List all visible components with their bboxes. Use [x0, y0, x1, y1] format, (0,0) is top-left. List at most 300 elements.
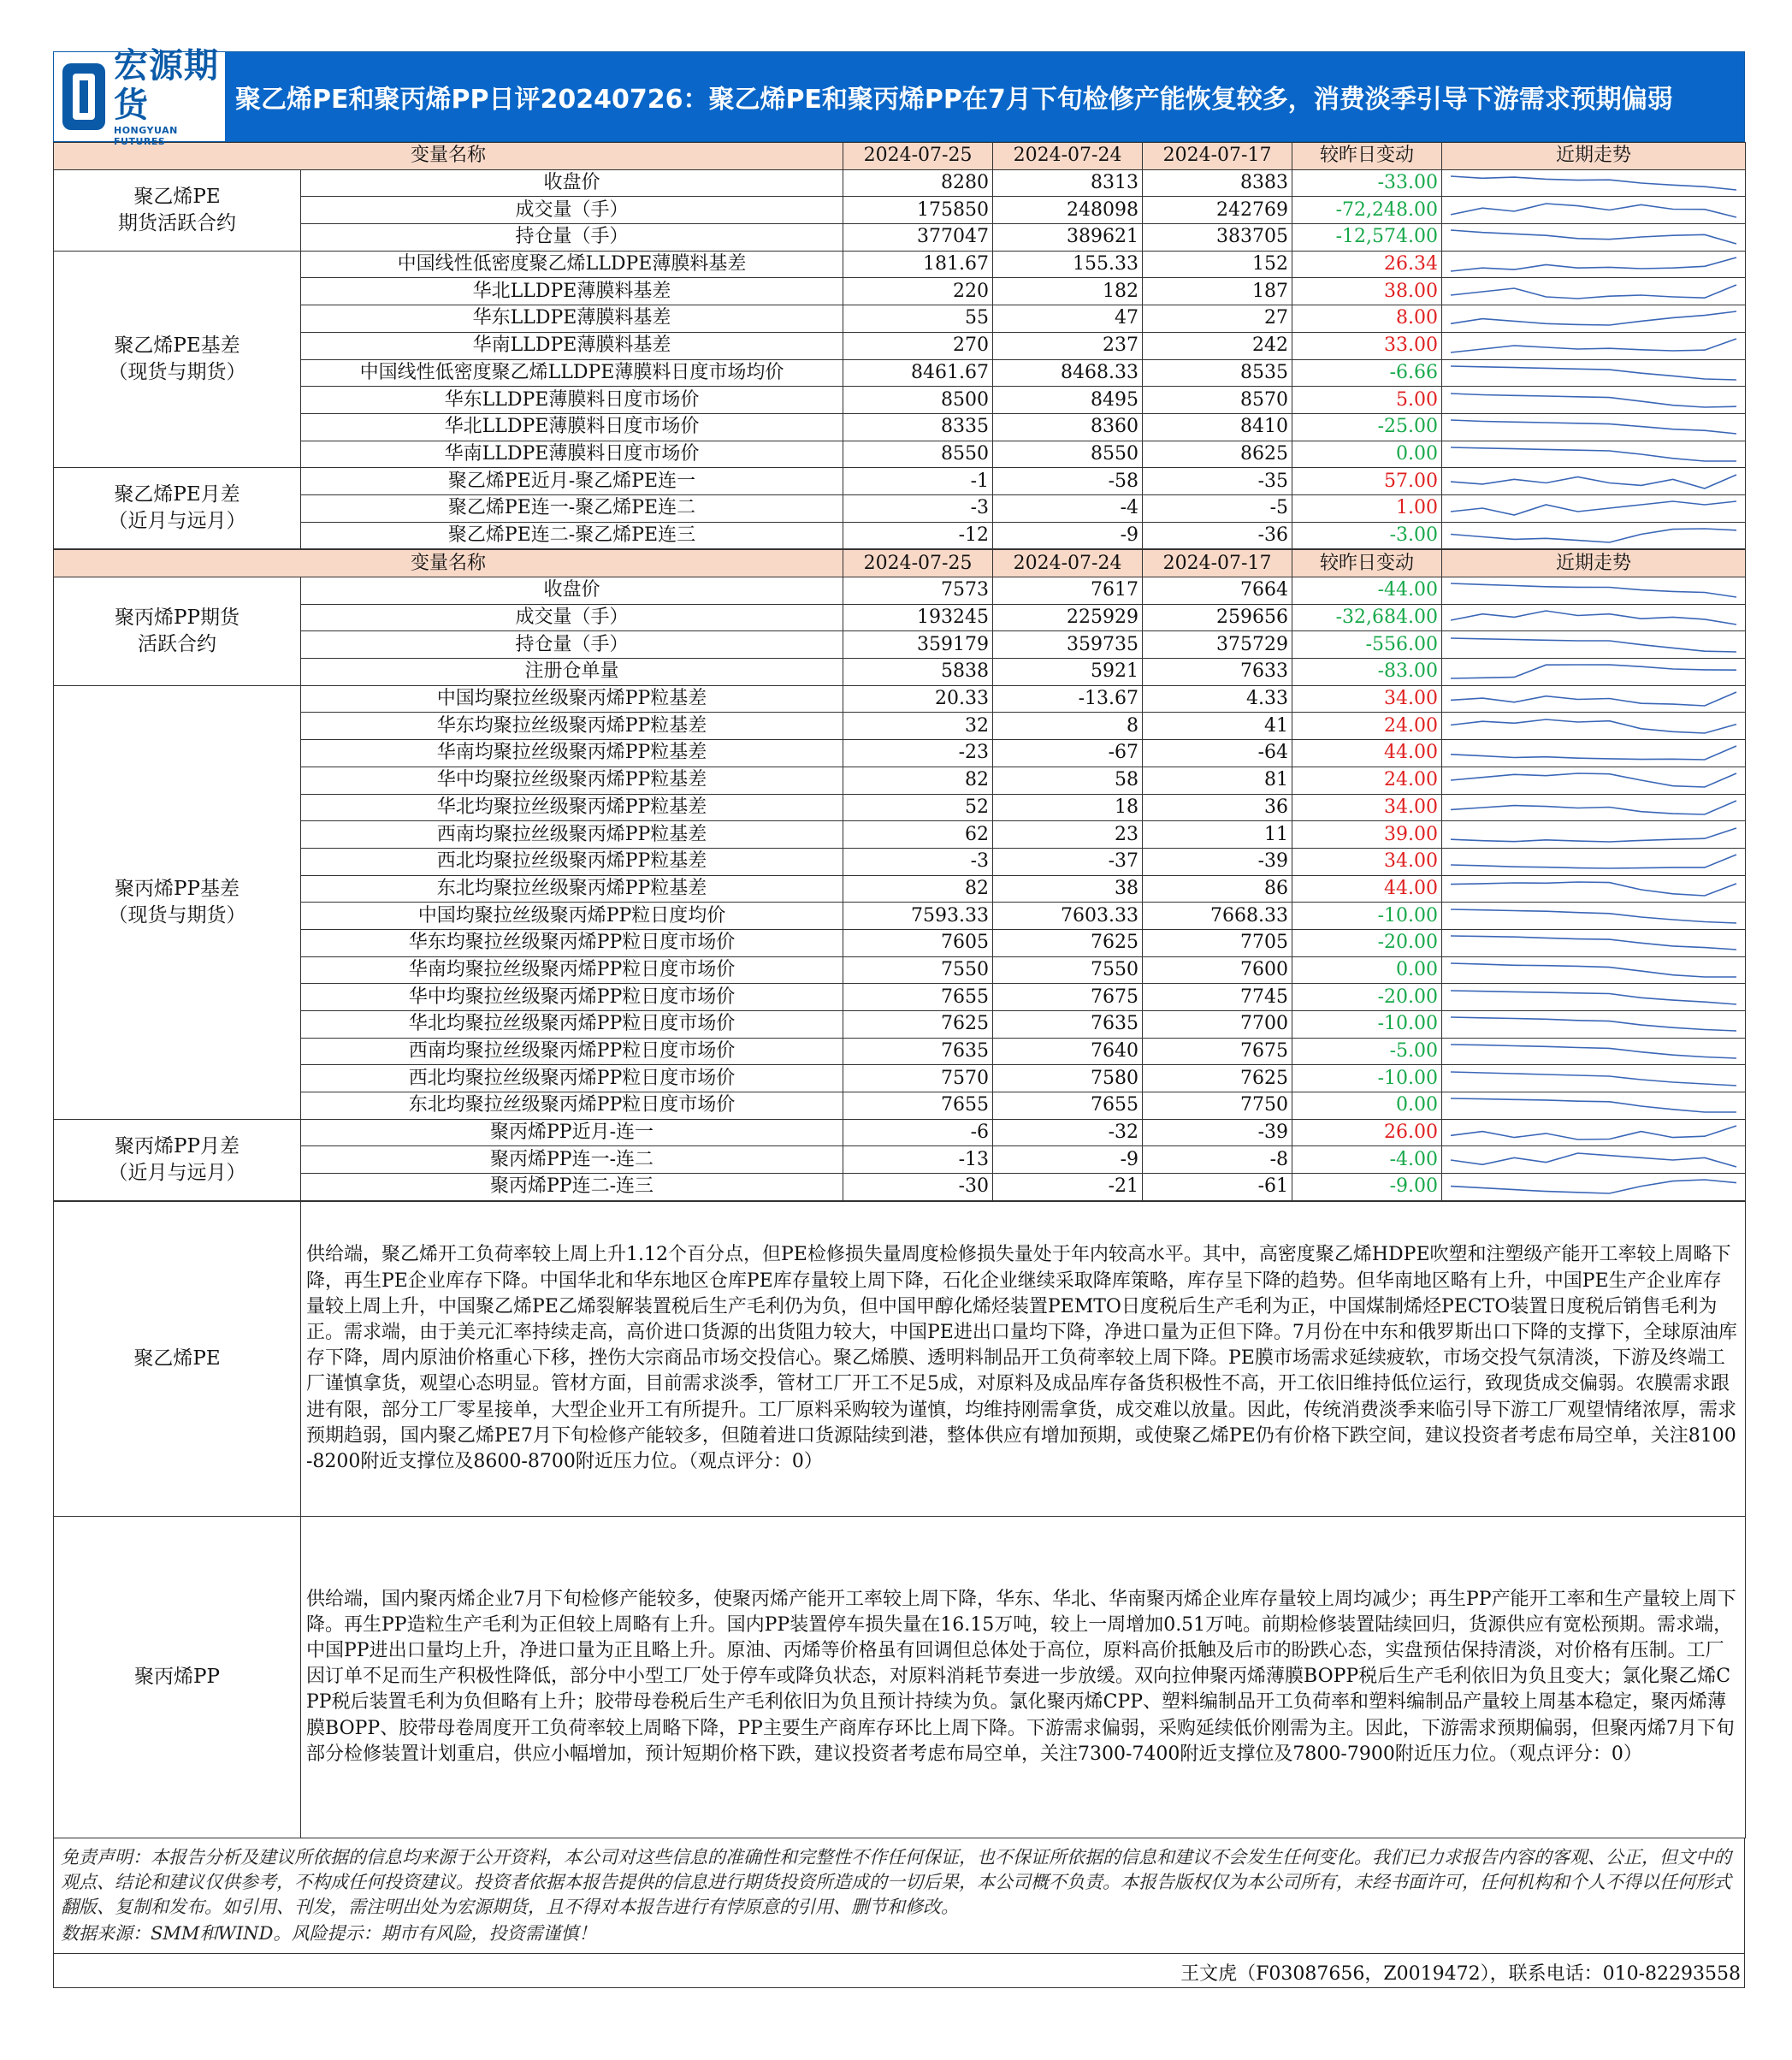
header-change: 较昨日变动	[1292, 550, 1442, 577]
table-row	[54, 984, 1746, 1011]
variable-name: 持仓量（手）	[301, 224, 843, 252]
table-row	[54, 332, 1746, 359]
value-d1: 7550	[843, 956, 993, 984]
table-row	[54, 903, 1746, 930]
table-row	[54, 604, 1746, 631]
report-header	[53, 46, 1745, 147]
trend-cell	[1442, 875, 1746, 903]
trend-cell	[1442, 305, 1746, 333]
value-d3: 8383	[1143, 169, 1292, 197]
trend-cell	[1442, 577, 1746, 605]
value-d2: 155.33	[993, 251, 1143, 278]
value-d2: 7635	[993, 1011, 1143, 1039]
trend-cell	[1442, 956, 1746, 984]
value-d1: 32	[843, 713, 993, 740]
change-value: -10.00	[1292, 1011, 1442, 1039]
group-label-line: 聚乙烯PE月差	[114, 483, 240, 506]
group-label-line: （现货与期货）	[108, 361, 246, 383]
sparkline-path	[1451, 311, 1736, 325]
variable-name: 西南均聚拉丝级聚丙烯PP粒日度市场价	[301, 1038, 843, 1065]
value-d2: 23	[993, 821, 1143, 849]
table-row	[54, 1146, 1746, 1174]
table-row	[54, 956, 1746, 984]
sparkline-path	[1451, 366, 1736, 380]
sparkline-path	[1451, 692, 1736, 706]
pp-data-table	[53, 549, 1746, 1201]
variable-name: 中国线性低密度聚乙烯LLDPE薄膜料日度市场均价	[301, 359, 843, 387]
value-d2: 7675	[993, 984, 1143, 1011]
sparkline-path	[1451, 176, 1736, 190]
value-d3: 7705	[1143, 929, 1292, 956]
trend-cell	[1442, 604, 1746, 631]
sparkline-path	[1451, 230, 1736, 244]
sparkline-path	[1451, 963, 1736, 977]
table-row	[54, 659, 1746, 686]
variable-name: 华东均聚拉丝级聚丙烯PP粒基差	[301, 713, 843, 740]
value-d3: 7664	[1143, 577, 1292, 605]
variable-name: 华北LLDPE薄膜料基差	[301, 278, 843, 305]
table-row	[54, 713, 1746, 740]
sparkline-path	[1451, 746, 1736, 760]
trend-cell	[1442, 224, 1746, 252]
trend-cell	[1442, 1119, 1746, 1146]
value-d1: 62	[843, 821, 993, 849]
sparkline-path	[1451, 204, 1736, 217]
group-label-line: （现货与期货）	[108, 903, 246, 926]
value-d2: 47	[993, 305, 1143, 333]
value-d2: 237	[993, 332, 1143, 359]
table-row	[54, 468, 1746, 495]
trend-cell	[1442, 1092, 1746, 1120]
change-value: 34.00	[1292, 794, 1442, 821]
value-d3: 7633	[1143, 659, 1292, 686]
header-d1: 2024-07-25	[843, 143, 993, 170]
sparkline-chart	[1447, 715, 1740, 737]
group-label-line: 期货活跃合约	[118, 211, 236, 234]
change-value: -556.00	[1292, 631, 1442, 659]
trend-cell	[1442, 659, 1746, 686]
disclaimer-block	[53, 1838, 1745, 1954]
value-d2: 389621	[993, 224, 1143, 252]
change-value: 44.00	[1292, 875, 1442, 903]
variable-name: 成交量（手）	[301, 604, 843, 631]
company-logo	[54, 46, 225, 147]
value-d1: 7570	[843, 1065, 993, 1092]
header-d2: 2024-07-24	[993, 550, 1143, 577]
sparkline-chart	[1447, 226, 1740, 248]
value-d1: 193245	[843, 604, 993, 631]
trend-cell	[1442, 984, 1746, 1011]
sparkline-path	[1451, 801, 1736, 814]
logo-mark-icon	[61, 58, 107, 135]
trend-cell	[1442, 1065, 1746, 1092]
sparkline-path	[1451, 773, 1736, 787]
value-d2: 8	[993, 713, 1143, 740]
value-d1: 8550	[843, 441, 993, 468]
variable-name: 西南均聚拉丝级聚丙烯PP粒基差	[301, 821, 843, 849]
sparkline-chart	[1447, 1149, 1740, 1171]
value-d2: 8313	[993, 169, 1143, 197]
value-d1: -12	[843, 522, 993, 549]
variable-name: 注册仓单量	[301, 659, 843, 686]
group-label-line: 聚丙烯PP月差	[115, 1134, 240, 1157]
change-value: -83.00	[1292, 659, 1442, 686]
sparkline-chart	[1447, 742, 1740, 764]
trend-cell	[1442, 387, 1746, 414]
sparkline-path	[1451, 1072, 1736, 1086]
value-d1: 8280	[843, 169, 993, 197]
sparkline-chart	[1447, 796, 1740, 819]
change-value: -4.00	[1292, 1146, 1442, 1174]
commentary-row-pp	[54, 1516, 1746, 1838]
trend-cell	[1442, 413, 1746, 441]
sparkline-path	[1451, 1017, 1736, 1031]
sparkline-path	[1451, 855, 1736, 868]
change-value: -33.00	[1292, 169, 1442, 197]
sparkline-chart	[1447, 850, 1740, 873]
value-d2: -4	[993, 494, 1143, 522]
change-value: 1.00	[1292, 494, 1442, 522]
header-trend: 近期走势	[1442, 550, 1746, 577]
sparkline-chart	[1447, 334, 1740, 357]
value-d1: 7625	[843, 1011, 993, 1039]
variable-name: 聚乙烯PE连一-聚乙烯PE连二	[301, 494, 843, 522]
pe-data-table	[53, 142, 1746, 549]
sparkline-chart	[1447, 389, 1740, 411]
table-row	[54, 848, 1746, 875]
value-d2: 8360	[993, 413, 1143, 441]
table-row	[54, 929, 1746, 956]
header-variable: 变量名称	[54, 550, 843, 577]
value-d1: 359179	[843, 631, 993, 659]
variable-name: 持仓量（手）	[301, 631, 843, 659]
value-d1: -6	[843, 1119, 993, 1146]
commentary-table	[53, 1201, 1746, 1838]
value-d3: 375729	[1143, 631, 1292, 659]
trend-cell	[1442, 1174, 1746, 1201]
sparkline-chart	[1447, 199, 1740, 222]
change-value: 57.00	[1292, 468, 1442, 495]
commentary-text-pp: 供给端，国内聚丙烯企业7月下旬检修产能较多，使聚丙烯产能开工率较上周下降，华东、华北、华南聚丙烯企业库存量较上周均减少；再生PP产能开工率和生产量较上周下降。再生PP造粒生产毛利为正但较上周略有上升。国内PP装置停车损失量在16.15万吨，较上一周增加0.51万吨。前期检修装置陆续回归，货源供应有宽松预期。需求端，中国PP进出口量均上升，净进口量为正且略上升。原油、丙烯等价格虽有回调但总体处于高位，原料高价抵触及后市的盼跌心态，实盘预估保持清淡，对价格有压制。工厂因订单不足而生产积极性降低，部分中小型工厂处于停车或降负状态，对原料消耗节奏进一步放缓。双向拉伸聚丙烯薄膜BOPP税后生产毛利依旧为负且变大；氯化聚乙烯CPP税后装置毛利为负但略有上升；胶带母卷税后生产毛利依旧为负且预计持续为负。氯化聚丙烯CPP、塑料编制品开工负荷率和塑料编制品产量较上周基本稳定，聚丙烯薄膜BOPP、胶带母卷周度开工负荷率较上周略下降，PP主要生产商库存环比上周下降。下游需求偏弱，采购延续低价刚需为主。因此，下游需求预期偏弱，但聚丙烯7月下旬部分检修装置计划重启，供应小幅增加，预计短期价格下跌，建议投资者考虑布局空单，关注7300-7400附近支撑位及7800-7900附近压力位。（观点评分：0）	[301, 1516, 1746, 1838]
sparkline-path	[1451, 936, 1736, 950]
trend-cell	[1442, 794, 1746, 821]
table-row	[54, 387, 1746, 414]
value-d3: 152	[1143, 251, 1292, 278]
sparkline-chart	[1447, 1094, 1740, 1116]
value-d2: 7617	[993, 577, 1143, 605]
value-d1: 175850	[843, 197, 993, 224]
variable-name: 华北LLDPE薄膜料日度市场价	[301, 413, 843, 441]
value-d2: 8495	[993, 387, 1143, 414]
value-d2: -9	[993, 1146, 1143, 1174]
variable-name: 华东LLDPE薄膜料基差	[301, 305, 843, 333]
variable-name: 聚丙烯PP连一-连二	[301, 1146, 843, 1174]
header-d2: 2024-07-24	[993, 143, 1143, 170]
change-value: 0.00	[1292, 1092, 1442, 1120]
trend-cell	[1442, 685, 1746, 713]
header-trend: 近期走势	[1442, 143, 1746, 170]
sparkline-path	[1451, 420, 1736, 434]
change-value: 34.00	[1292, 685, 1442, 713]
trend-cell	[1442, 1146, 1746, 1174]
sparkline-path	[1451, 475, 1736, 488]
value-d3: 41	[1143, 713, 1292, 740]
value-d3: 7700	[1143, 1011, 1292, 1039]
change-value: 0.00	[1292, 441, 1442, 468]
table-row	[54, 577, 1746, 605]
sparkline-path	[1451, 339, 1736, 352]
variable-name: 华南均聚拉丝级聚丙烯PP粒日度市场价	[301, 956, 843, 984]
group-label-line: （近月与远月）	[108, 1161, 246, 1184]
change-value: -32,684.00	[1292, 604, 1442, 631]
value-d1: -30	[843, 1174, 993, 1201]
change-value: 34.00	[1292, 848, 1442, 875]
value-d2: 5921	[993, 659, 1143, 686]
variable-name: 西北均聚拉丝级聚丙烯PP粒基差	[301, 848, 843, 875]
variable-name: 华南LLDPE薄膜料基差	[301, 332, 843, 359]
change-value: -9.00	[1292, 1174, 1442, 1201]
value-d1: 377047	[843, 224, 993, 252]
group-label	[54, 169, 301, 251]
sparkline-chart	[1447, 824, 1740, 846]
sparkline-path	[1451, 1153, 1736, 1167]
trend-cell	[1442, 441, 1746, 468]
value-d1: 220	[843, 278, 993, 305]
group-label-line: （近月与远月）	[108, 510, 246, 533]
change-value: 38.00	[1292, 278, 1442, 305]
value-d3: -39	[1143, 1119, 1292, 1146]
sparkline-chart	[1447, 253, 1740, 275]
trend-cell	[1442, 903, 1746, 930]
change-value: 33.00	[1292, 332, 1442, 359]
value-d3: -61	[1143, 1174, 1292, 1201]
sparkline-path	[1451, 909, 1736, 923]
sparkline-chart	[1447, 660, 1740, 683]
sparkline-path	[1451, 394, 1736, 407]
change-value: 8.00	[1292, 305, 1442, 333]
value-d3: -35	[1143, 468, 1292, 495]
trend-cell	[1442, 1011, 1746, 1039]
value-d3: 187	[1143, 278, 1292, 305]
change-value: -10.00	[1292, 903, 1442, 930]
value-d2: -32	[993, 1119, 1143, 1146]
value-d3: 36	[1143, 794, 1292, 821]
sparkline-chart	[1447, 497, 1740, 519]
value-d3: -36	[1143, 522, 1292, 549]
sparkline-chart	[1447, 524, 1740, 547]
value-d1: 7593.33	[843, 903, 993, 930]
group-label	[54, 685, 301, 1119]
table-row	[54, 359, 1746, 387]
trend-cell	[1442, 713, 1746, 740]
value-d3: 383705	[1143, 224, 1292, 252]
table-row	[54, 305, 1746, 333]
commentary-row-pe	[54, 1201, 1746, 1516]
value-d1: 8500	[843, 387, 993, 414]
variable-name: 西北均聚拉丝级聚丙烯PP粒日度市场价	[301, 1065, 843, 1092]
value-d3: 8625	[1143, 441, 1292, 468]
value-d3: 7600	[1143, 956, 1292, 984]
sparkline-path	[1451, 719, 1736, 733]
sparkline-path	[1451, 611, 1736, 625]
sparkline-chart	[1447, 471, 1740, 493]
table-row	[54, 1092, 1746, 1120]
trend-cell	[1442, 468, 1746, 495]
variable-name: 华东均聚拉丝级聚丙烯PP粒日度市场价	[301, 929, 843, 956]
value-d3: 7750	[1143, 1092, 1292, 1120]
change-value: 24.00	[1292, 767, 1442, 794]
header-variable: 变量名称	[54, 143, 843, 170]
table-row	[54, 494, 1746, 522]
sparkline-path	[1451, 665, 1736, 678]
value-d1: 7605	[843, 929, 993, 956]
sparkline-chart	[1447, 281, 1740, 303]
variable-name: 聚乙烯PE近月-聚乙烯PE连一	[301, 468, 843, 495]
value-d2: 38	[993, 875, 1143, 903]
value-d2: 7640	[993, 1038, 1143, 1065]
disclaimer-text: 免责声明：本报告分析及建议所依据的信息均来源于公开资料，本公司对这些信息的准确性和完整性不作任何保证，也不保证所依据的信息和建议不会发生任何变化。我们已力求报告内容的客观、公正，但文中的观点、结论和建议仅供参考，不构成任何投资建议。投资者依据本报告提供的信息进行期货投资所造成的一切后果，本公司概不负责。本报告版权仅为本公司所有，未经书面许可，任何机构和个人不得以任何形式翻版、复制和发布。如引用、刊发，需注明出处为宏源期货，且不得对本报告进行有悖原意的引用、删节和修改。	[61, 1846, 1731, 1917]
sparkline-chart	[1447, 307, 1740, 329]
variable-name: 中国均聚拉丝级聚丙烯PP粒基差	[301, 685, 843, 713]
value-d3: -39	[1143, 848, 1292, 875]
report-sheet	[53, 46, 1745, 1988]
value-d2: 182	[993, 278, 1143, 305]
value-d3: 27	[1143, 305, 1292, 333]
value-d3: 7668.33	[1143, 903, 1292, 930]
change-value: -44.00	[1292, 577, 1442, 605]
value-d3: 242769	[1143, 197, 1292, 224]
variable-name: 东北均聚拉丝级聚丙烯PP粒基差	[301, 875, 843, 903]
variable-name: 华中均聚拉丝级聚丙烯PP粒日度市场价	[301, 984, 843, 1011]
sparkline-chart	[1447, 443, 1740, 465]
value-d3: 8410	[1143, 413, 1292, 441]
value-d1: 7635	[843, 1038, 993, 1065]
value-d3: 86	[1143, 875, 1292, 903]
sparkline-path	[1451, 447, 1736, 461]
group-label	[54, 468, 301, 549]
trend-cell	[1442, 278, 1746, 305]
logo-english-name: HONGYUAN FUTURES	[114, 125, 178, 147]
trend-cell	[1442, 494, 1746, 522]
table-row	[54, 197, 1746, 224]
value-d1: 5838	[843, 659, 993, 686]
value-d2: -67	[993, 740, 1143, 767]
sparkline-path	[1451, 1045, 1736, 1058]
variable-name: 收盘价	[301, 577, 843, 605]
change-value: 26.34	[1292, 251, 1442, 278]
change-value: 39.00	[1292, 821, 1442, 849]
trend-cell	[1442, 522, 1746, 549]
sparkline-path	[1451, 583, 1736, 597]
variable-name: 中国均聚拉丝级聚丙烯PP粒日度均价	[301, 903, 843, 930]
change-value: -3.00	[1292, 522, 1442, 549]
value-d3: -5	[1143, 494, 1292, 522]
value-d2: 7580	[993, 1065, 1143, 1092]
variable-name: 华北均聚拉丝级聚丙烯PP粒基差	[301, 794, 843, 821]
variable-name: 聚丙烯PP连二-连三	[301, 1174, 843, 1201]
data-source-text: 数据来源：SMM和WIND。风险提示：期市有风险，投资需谨慎！	[61, 1922, 597, 1944]
variable-name: 收盘价	[301, 169, 843, 197]
sparkline-chart	[1447, 1068, 1740, 1090]
value-d2: 7603.33	[993, 903, 1143, 930]
sparkline-chart	[1447, 634, 1740, 656]
sparkline-chart	[1447, 905, 1740, 927]
change-value: 26.00	[1292, 1119, 1442, 1146]
trend-cell	[1442, 740, 1746, 767]
header-d1: 2024-07-25	[843, 550, 993, 577]
commentary-title-pp: 聚丙烯PP	[54, 1516, 301, 1838]
value-d2: 7550	[993, 956, 1143, 984]
logo-chinese-name: 宏源期货	[114, 46, 219, 125]
value-d1: -3	[843, 494, 993, 522]
value-d3: -64	[1143, 740, 1292, 767]
sparkline-path	[1451, 1180, 1736, 1193]
variable-name: 聚丙烯PP近月-连一	[301, 1119, 843, 1146]
value-d3: 8570	[1143, 387, 1292, 414]
change-value: -25.00	[1292, 413, 1442, 441]
value-d3: 7745	[1143, 984, 1292, 1011]
table-row	[54, 441, 1746, 468]
trend-cell	[1442, 767, 1746, 794]
value-d1: 7655	[843, 984, 993, 1011]
sparkline-path	[1451, 258, 1736, 271]
value-d1: 8335	[843, 413, 993, 441]
sparkline-chart	[1447, 688, 1740, 710]
variable-name: 聚乙烯PE连二-聚乙烯PE连三	[301, 522, 843, 549]
sparkline-chart	[1447, 959, 1740, 981]
sparkline-path	[1451, 1098, 1736, 1112]
group-label-line: 聚乙烯PE基差	[114, 334, 240, 357]
trend-cell	[1442, 332, 1746, 359]
trend-cell	[1442, 169, 1746, 197]
table-row	[54, 224, 1746, 252]
value-d1: 55	[843, 305, 993, 333]
value-d2: 8468.33	[993, 359, 1143, 387]
value-d3: 4.33	[1143, 685, 1292, 713]
sparkline-chart	[1447, 1013, 1740, 1035]
value-d1: 7655	[843, 1092, 993, 1120]
group-label-line: 聚丙烯PP期货	[115, 606, 240, 629]
header-d3: 2024-07-17	[1143, 143, 1292, 170]
trend-cell	[1442, 848, 1746, 875]
commentary-text-pe: 供给端，聚乙烯开工负荷率较上周上升1.12个百分点，但PE检修损失量周度检修损失量处于年内较高水平。其中，高密度聚乙烯HDPE吹塑和注塑级产能开工率较上周略下降，再生PE企业库存下降。中国华北和华东地区仓库PE库存量较上周下降，石化企业继续采取降库策略，库存呈下降的趋势。但华南地区略有上升，中国PE生产企业库存量较上周上升，中国聚乙烯PE乙烯裂解装置税后生产毛利仍为负，但中国甲醇化烯烃装置PEMTO日度税后生产毛利为正，中国煤制烯烃PECTO装置日度税后销售毛利为正。需求端，由于美元汇率持续走高，高价进口货源的出货阻力较大，中国PE进出口量均下降，净进口量为正但下降。7月份在中东和俄罗斯出口下降的支撑下，全球原油库存下降，周内原油价格重心下移，挫伤大宗商品市场交投信心。聚乙烯膜、透明料制品开工负荷率较上周下降。PE膜市场需求延续疲软，市场交投气氛清淡，下游及终端工厂谨慎拿货，观望心态明显。管材方面，目前需求淡季，管材工厂开工不足5成，对原料及成品库存备货积极性不高，开工依旧维持低位运行，致现货成交偏弱。农膜需求跟进有限，部分工厂零星接单，大型企业开工有所提升。工厂原料采购较为谨慎，均维持刚需拿货，成交难以放量。因此，传统消费淡季来临引导下游工厂观望情绪浓厚，需求预期趋弱，国内聚乙烯PE7月下旬检修产能较多，但随着进口货源陆续到港，整体供应有增加预期，或使聚乙烯PE仍有价格下跌空间，建议投资者考虑布局空单，关注8100-8200附近支撑位及8600-8700附近压力位。（观点评分：0）	[301, 1201, 1746, 1516]
value-d3: -8	[1143, 1146, 1292, 1174]
trend-cell	[1442, 631, 1746, 659]
table-row	[54, 875, 1746, 903]
value-d2: -58	[993, 468, 1143, 495]
value-d1: 181.67	[843, 251, 993, 278]
variable-name: 华北均聚拉丝级聚丙烯PP粒日度市场价	[301, 1011, 843, 1039]
change-value: -12,574.00	[1292, 224, 1442, 252]
value-d3: 81	[1143, 767, 1292, 794]
change-value: -10.00	[1292, 1065, 1442, 1092]
value-d2: -21	[993, 1174, 1143, 1201]
change-value: 5.00	[1292, 387, 1442, 414]
value-d3: 8535	[1143, 359, 1292, 387]
author-contact: 王文虎（F03087656，Z0019472），联系电话：010-82293558	[53, 1954, 1745, 1988]
change-value: 44.00	[1292, 740, 1442, 767]
table-row	[54, 631, 1746, 659]
trend-cell	[1442, 1038, 1746, 1065]
value-d3: 242	[1143, 332, 1292, 359]
value-d2: 58	[993, 767, 1143, 794]
change-value: 24.00	[1292, 713, 1442, 740]
sparkline-chart	[1447, 932, 1740, 954]
table-row	[54, 169, 1746, 197]
table-row	[54, 821, 1746, 849]
sparkline-chart	[1447, 362, 1740, 384]
sparkline-chart	[1447, 1175, 1740, 1198]
